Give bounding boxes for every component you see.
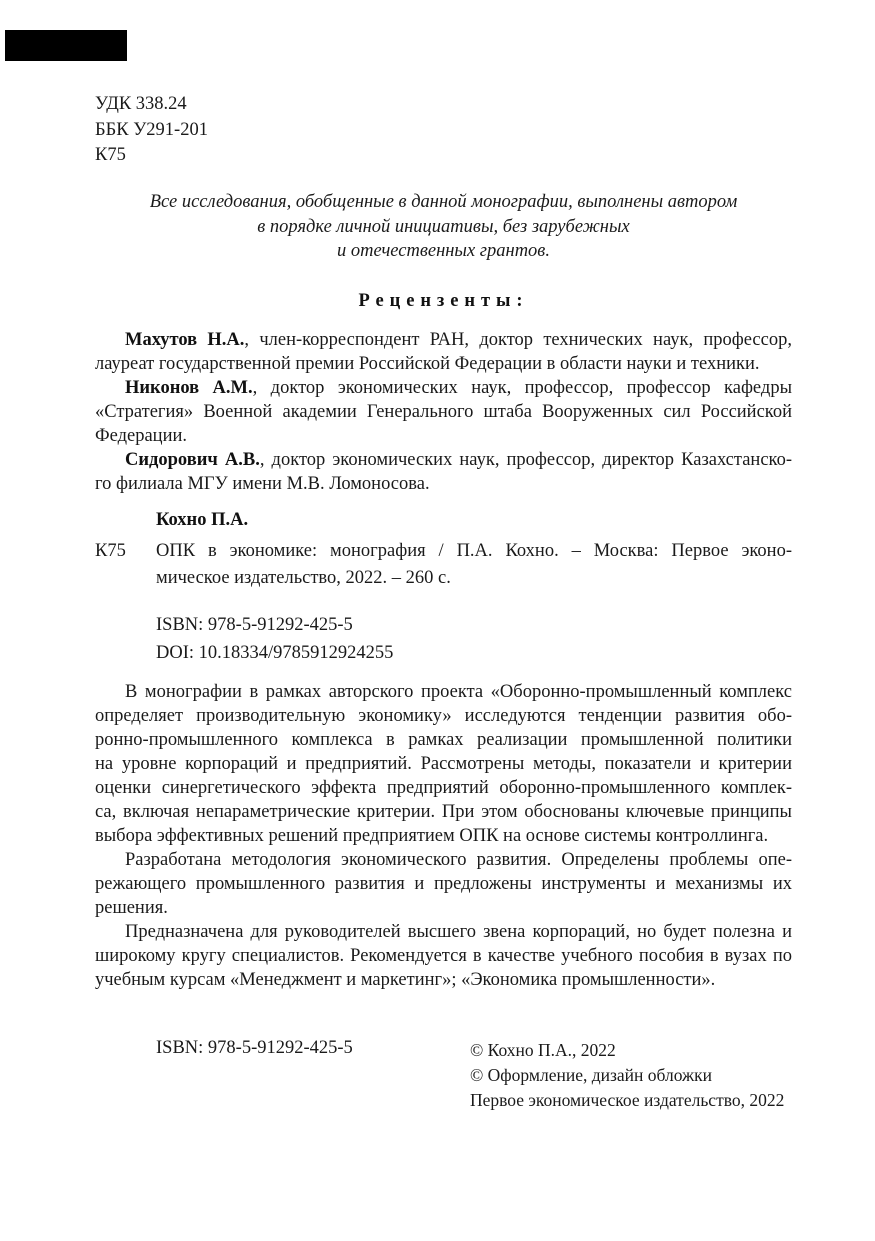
redaction-stamp-box xyxy=(5,30,127,61)
reviewer-line: «Стратегия» Военной академии Генерального штаба Вооруженных сил Российской xyxy=(95,402,792,422)
classification-block xyxy=(95,92,495,169)
copyright-line: © Кохно П.А., 2022 xyxy=(470,1040,616,1060)
text-line: Все исследования, обобщенные в данной монографии, выполнены автором xyxy=(149,192,738,212)
text-line: ОПК в экономике: монография / П.А. Кохно. – Москва: Первое эконо- xyxy=(156,541,792,561)
copyright-line: Первое экономическое издательство, 2022 xyxy=(470,1090,785,1110)
text-line: определяет производительную экономику» исследуются тенденции развития обо- xyxy=(95,706,792,726)
text-line: ронно-промышленного комплекса в рамках реализации промышленной политики xyxy=(95,730,792,750)
reviewer-line: го филиала МГУ имени М.В. Ломоносова. xyxy=(95,474,430,494)
reviewer-line xyxy=(95,448,792,472)
disclaimer-block xyxy=(95,190,792,264)
reviewer-line: Федерации. xyxy=(95,426,187,446)
text-line: широкому кругу специалистов. Рекомендуется в качестве учебного пособия в вузах по xyxy=(95,946,792,966)
text-line: са, включая непараметрические критерии. При этом обоснованы ключевые принципы xyxy=(95,802,792,822)
catalog-entry-block xyxy=(95,538,792,591)
isbn-line: ISBN: 978-5-91292-425-5 xyxy=(156,615,353,635)
text-line: учебным курсам «Менеджмент и маркетинг»; «Экономика промышленности». xyxy=(95,970,716,990)
reviewer-title: , доктор экономических наук, профессор, директор Казахстанско- xyxy=(259,450,792,470)
text-line: мическое издательство, 2022. – 260 с. xyxy=(156,567,451,588)
reviewer-name: Махутов Н.А. xyxy=(125,330,245,350)
copyright-block xyxy=(470,1038,830,1113)
reviewer-line: лауреат государственной премии Российской Федерации в области науки и техники. xyxy=(95,354,760,374)
reviewers-heading: Рецензенты: xyxy=(358,291,529,311)
copyright-line: © Оформление, дизайн обложки xyxy=(470,1065,712,1085)
text-line: В монографии в рамках авторского проекта «Оборонно-промышленный комплекс xyxy=(125,682,792,702)
doi-line: DOI: 10.18334/9785912924255 xyxy=(156,642,394,663)
catalog-author: Кохно П.А. xyxy=(156,510,249,530)
text-line: решения. xyxy=(95,898,168,918)
catalog-entry xyxy=(156,538,792,591)
text-line: и отечественных грантов. xyxy=(337,241,550,261)
reviewers-block xyxy=(95,328,792,496)
bbk-code: ББК У291-201 xyxy=(95,119,208,140)
text-line: на уровне корпораций и предприятий. Рассмотрены методы, показатели и критерии xyxy=(95,754,792,774)
udk-code: УДК 338.24 xyxy=(95,94,187,114)
reviewer-line xyxy=(95,328,792,352)
reviewer-title: , доктор экономических наук, профессор, профессор кафедры xyxy=(252,378,792,398)
reviewer-name: Сидорович А.В. xyxy=(125,450,260,470)
author-sign-code: К75 xyxy=(95,145,126,165)
catalog-code: К75 xyxy=(95,541,126,561)
reviewer-title: , член-корреспондент РАН, доктор технических наук, профессор, xyxy=(244,330,792,350)
footer-isbn: ISBN: 978-5-91292-425-5 xyxy=(156,1038,353,1058)
identifiers-block xyxy=(156,612,656,667)
text-line: оценки синергетического эффекта предприятий оборонно-промышленного комплек- xyxy=(95,778,792,798)
text-line: режающего промышленного развития и предложены инструменты и механизмы их xyxy=(95,874,792,894)
text-line: Разработана методология экономического развития. Определены проблемы опе- xyxy=(125,850,792,870)
text-line: выбора эффективных решений предприятием ОПК на основе системы контроллинга. xyxy=(95,826,769,846)
reviewer-name: Никонов А.М. xyxy=(125,378,253,398)
reviewer-line xyxy=(95,376,792,400)
text-line: Предназначена для руководителей высшего звена корпораций, но будет полезна и xyxy=(125,922,792,942)
text-line: в порядке личной инициативы, без зарубежных xyxy=(257,216,630,237)
annotation-block xyxy=(95,680,792,992)
